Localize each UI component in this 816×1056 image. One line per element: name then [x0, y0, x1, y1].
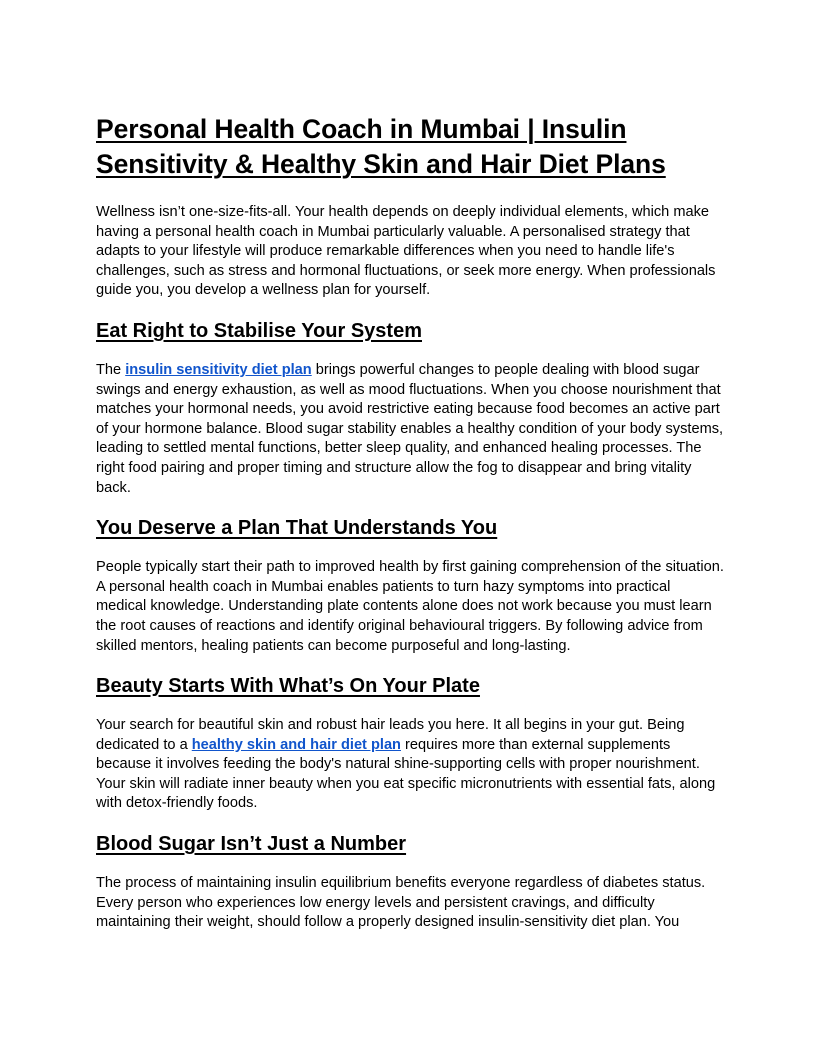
intro-paragraph: Wellness isn’t one-size-fits-all. Your health depends on deeply individual elements, which make having a personal health coach in Mumbai particularly valuable. A personalised strategy that adapts to your lifestyle will produce remarkable differences when you need to handle life's challenges, such as stress and hormonal fluctuations, or seek more energy. When professionals guide you, you develop a wellness plan for yourself. [96, 204, 716, 299]
insulin-sensitivity-diet-plan-link[interactable]: insulin sensitivity diet plan [125, 361, 312, 378]
section-heading-beauty: Beauty Starts With What’s On Your Plate [96, 675, 480, 698]
section-paragraph-beauty [96, 716, 724, 814]
section-paragraph-stabilise [96, 361, 724, 498]
paragraph-text: brings powerful changes to people dealing with blood sugar swings and energy exhaustion, as well as mood fluctuations. When you choose nourishment that matches your hormonal needs, you avoid restrictive eating because food becomes an active part of your hormone balance. Blood sugar stability enables a healthy condition of your body systems, leading to settled mental functions, better sleep quality, and enhanced healing processes. The right food pairing and proper timing and structure allow the fog to disappear and bring vitality back. [96, 361, 724, 496]
page-title: Personal Health Coach in Mumbai | Insulin Sensitivity & Healthy Skin and Hair Diet Plans [96, 114, 666, 179]
section-heading-plan: You Deserve a Plan That Understands You [96, 517, 498, 540]
document-page [96, 112, 724, 950]
section-paragraph-blood-sugar: The process of maintaining insulin equilibrium benefits everyone regardless of diabetes status. Every person who experiences low energy levels and persistent cravings, and difficulty maintaining their weight, should follow a properly designed insulin-sensitivity diet plan. You [96, 875, 706, 931]
paragraph-text: The [96, 361, 126, 378]
healthy-skin-and-hair-diet-plan-link[interactable]: healthy skin and hair diet plan [191, 736, 401, 753]
paragraph-text: requires more than external supplements because it involves feeding the body's natural shine-supporting cells with proper nourishment. Your skin will radiate inner beauty when you eat specific micronutrients with essential fats, along with detox-friendly foods. [96, 736, 716, 812]
section-paragraph-plan: People typically start their path to improved health by first gaining comprehension of the situation. A personal health coach in Mumbai enables patients to turn hazy symptoms into practical medical knowledge. Understanding plate contents alone does not work because you must learn the root causes of reactions and identify original behavioural triggers. By following advice from skilled mentors, healing patients can become purposeful and long-lasting. [96, 559, 724, 654]
paragraph-text: Your search for beautiful skin and robust hair leads you here. It all begins in your gut. Being dedicated to a [96, 717, 685, 753]
section-heading-blood-sugar: Blood Sugar Isn’t Just a Number [96, 833, 407, 856]
section-heading-stabilise: Eat Right to Stabilise Your System [96, 319, 422, 342]
